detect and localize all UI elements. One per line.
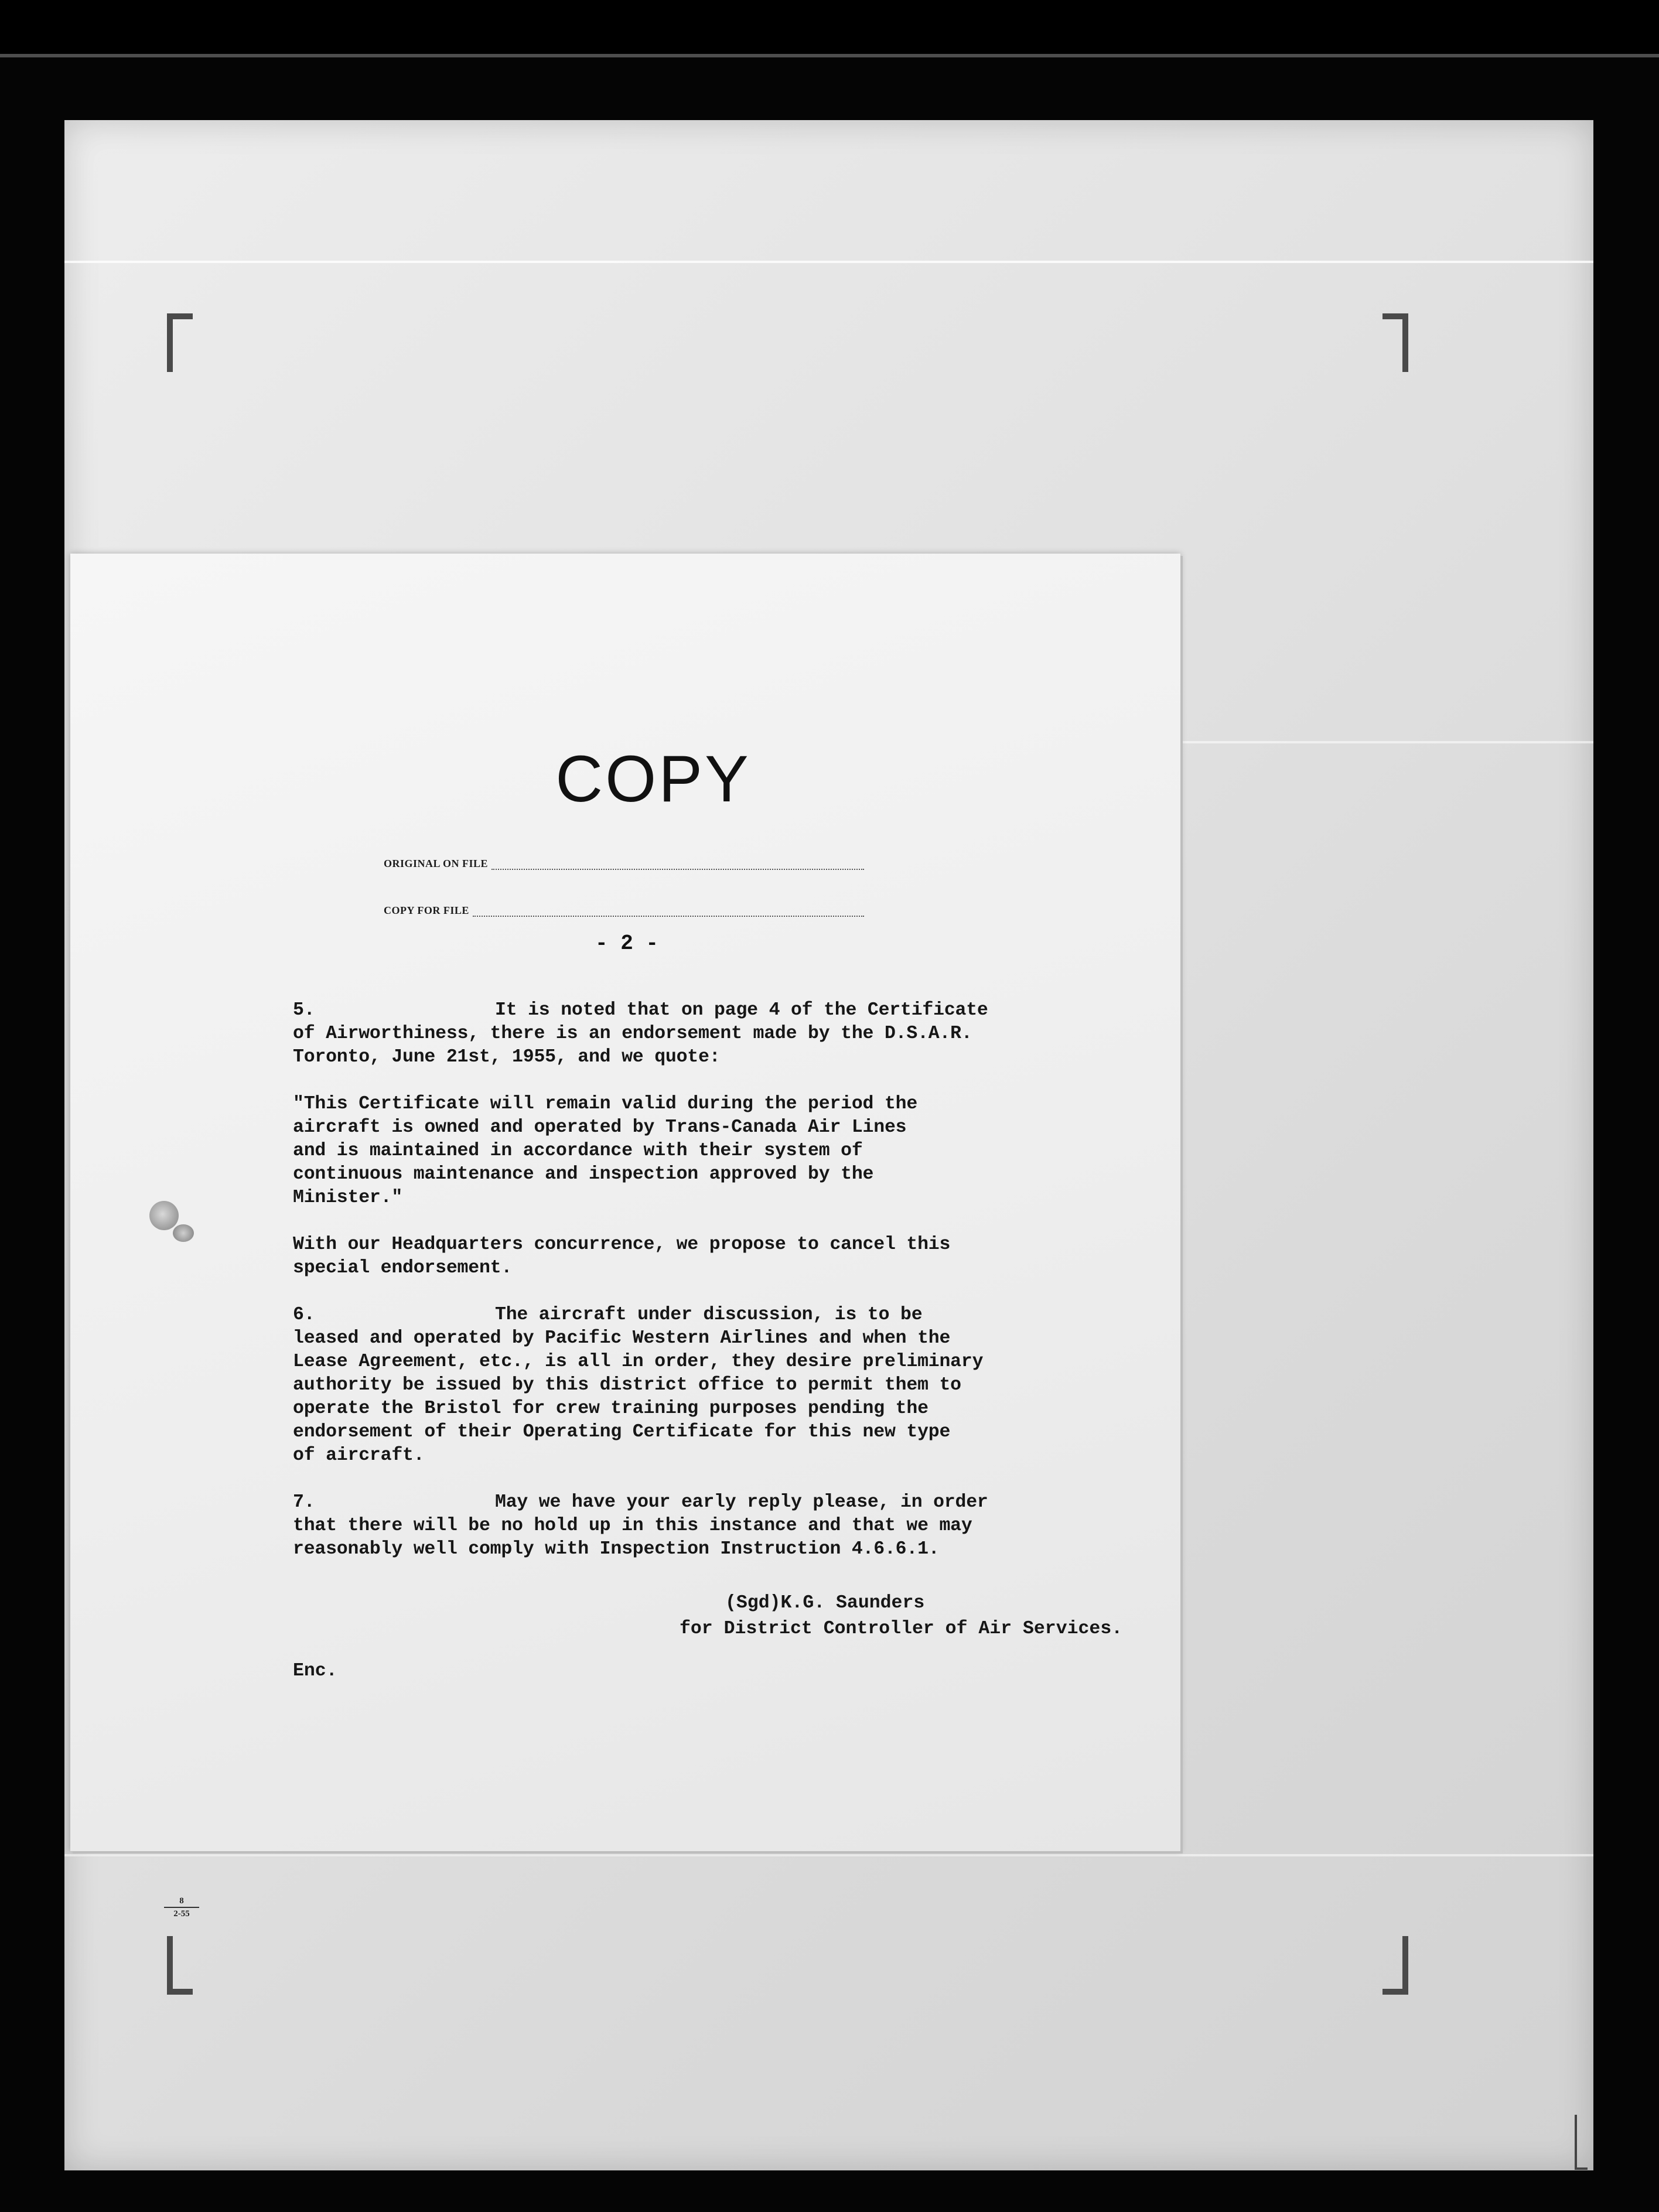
fold-line [64, 1854, 1593, 1856]
paragraph-line: The aircraft under discussion, is to be [495, 1305, 923, 1325]
paragraph-line: operate the Bristol for crew training purposes pending the [293, 1398, 929, 1419]
paragraph-number: 6. [293, 1305, 315, 1325]
signature-block [680, 1590, 1183, 1642]
dotted-rule [491, 858, 864, 870]
original-on-file-label: ORIGINAL ON FILE [384, 858, 489, 869]
page-number: - 2 - [595, 931, 659, 955]
paragraph-line: endorsement of their Operating Certificate for this new type [293, 1422, 951, 1442]
crop-mark-top-right [1383, 313, 1408, 372]
paragraph-7 [293, 1491, 1183, 1561]
enclosure-note: Enc. [293, 1661, 337, 1681]
fold-line [64, 261, 1593, 263]
paragraph-line: Toronto, June 21st, 1955, and we quote: [293, 1047, 721, 1067]
signatory-title: for District Controller of Air Services. [680, 1619, 1123, 1639]
paragraph-6 [293, 1303, 1183, 1467]
crop-mark-top-left [167, 313, 193, 372]
form-code [164, 1895, 199, 1920]
paragraph-number: 7. [293, 1492, 315, 1513]
film-edge-line [0, 54, 1659, 57]
paragraph-line: reasonably well comply with Inspection Instruction 4.6.6.1. [293, 1539, 940, 1559]
paragraph-line: continuous maintenance and inspection approved by the [293, 1164, 874, 1184]
paragraph-line: special endorsement. [293, 1258, 513, 1278]
quoted-endorsement [293, 1093, 1183, 1210]
punch-hole-icon [149, 1201, 179, 1230]
paragraph-line: aircraft is owned and operated by Trans-Canada Air Lines [293, 1117, 907, 1138]
paragraph-line: "This Certificate will remain valid during the period the [293, 1094, 918, 1114]
fold-line [1177, 741, 1593, 743]
original-on-file-line [384, 846, 864, 870]
paragraph-line: Minister." [293, 1187, 403, 1208]
paragraph-line: With our Headquarters concurrence, we propose to cancel this [293, 1234, 951, 1255]
outer-sheet [64, 120, 1593, 2170]
crop-mark-bottom-left [167, 1936, 193, 1995]
crop-mark-bottom-right [1383, 1936, 1408, 1995]
punch-hole-icon [173, 1224, 194, 1242]
paragraph-5 [293, 999, 1183, 1069]
signatory-name: (Sgd)K.G. Saunders [725, 1593, 925, 1613]
paragraph-line: authority be issued by this district office to permit them to [293, 1375, 961, 1395]
letter-body [293, 999, 1183, 1585]
paragraph-line: It is noted that on page 4 of the Certificate [495, 1000, 988, 1020]
paragraph-line: of aircraft. [293, 1445, 425, 1466]
paragraph-line: May we have your early reply please, in order [495, 1492, 988, 1513]
binding-mark [1575, 2115, 1588, 2170]
film-top-band [0, 0, 1659, 54]
copy-for-file-line [384, 893, 864, 917]
form-code-bottom: 2-55 [173, 1909, 190, 1919]
dotted-rule [473, 905, 864, 917]
paragraph-line: that there will be no hold up in this instance and that we may [293, 1515, 972, 1536]
paragraph-number: 5. [293, 1000, 315, 1020]
copy-stamp: COPY [555, 742, 751, 815]
concurrence-paragraph [293, 1233, 1183, 1280]
copy-for-file-label: COPY FOR FILE [384, 904, 469, 916]
paragraph-line: Lease Agreement, etc., is all in order, they desire preliminary [293, 1351, 984, 1372]
form-code-top: 8 [164, 1895, 199, 1908]
paragraph-line: leased and operated by Pacific Western Airlines and when the [293, 1328, 951, 1349]
paragraph-line: and is maintained in accordance with their system of [293, 1141, 863, 1161]
letter-page [70, 554, 1180, 1919]
paragraph-line: of Airworthiness, there is an endorsement made by the D.S.A.R. [293, 1023, 972, 1044]
